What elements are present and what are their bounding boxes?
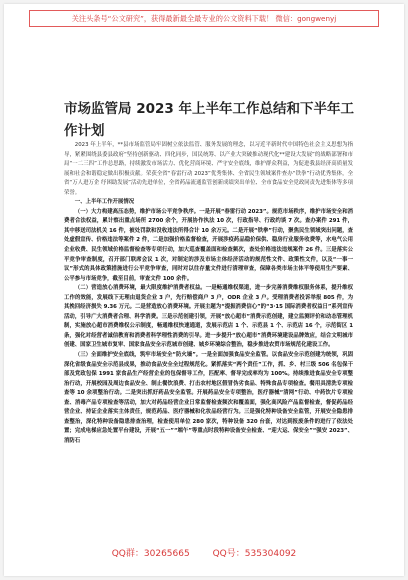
document-body <box>64 141 353 447</box>
paragraph-consumer-rights: （二）营造放心消费环境，最大限度维护消费者权益。一是畅通维权渠道，进一步完善消费维权服务体系，提升维权工作的效能，发展线下无理由退货企业 3 户，先行赔偿商户 3 户，ODR 企业 3 户。受理消费者投诉举报 805 件，为其挽回经济损失 9.36 万元。二是营造放心消费环境。开展主题为“提振消费信心”的“3·15 国际消费者权益日”系列宣传活动，引导广大消费者合理、科学消费。三是示范创建引领，开展“放心超市”消费示范创建，建立监测评价和动态管理机制，实施放心超市消费维权公示制度，畅通维权快速通道，发展示范店 1 个、示范县 1 个、示范店 16 个，示范街区 1 条，强化对经营者诚信教育和消费者科学理性消费的引导。进一步提升“放心超市”消费环境建设品牌效应，结合文明城市创建、国家卫生城市复审、国家食品安全示范城市创建、城乡环境综合整治，稳步推进农贸市场规范化建设工作。 <box>64 285 353 349</box>
intro-paragraph: 2023 年上半年，**县市场监管局牢固树立依法监管、服务发展的理念，以习近平新时代中国特色社会主义思想为指导，紧紧围绕县委县政府“坚持创新驱动、四化同步，国民统筹、以产业大突破推动现代化**建设大发展”的战略部署和市局“一二三四”工作总思路，持续激发市场活力、优化营商环境、严守安全底线，维护群众利益，为促进我县经济高质量发展和社会和谐稳定做出积极贡献。荣获全省“春雷行动 2023”优秀集体、全省民生领域案件查办“铁拳”行动优秀集体，全省“万人进万企 纾困助发展”活动先进单位，全省药品流通监管创新成绩突出单位、全市食品安全党政同责先进集体等多项荣誉。 <box>64 142 353 196</box>
qq-number-text: QQ号：535304092 <box>212 549 297 559</box>
document-title: 市场监管局 2023 年上半年工作总结和下半年工作计划 <box>64 101 354 139</box>
paragraph-safety-baseline: （三）全面维护安全底线，筑牢市场安全“防火墙”。一是全面加强食品安全监管。以食品安全示范创建为统领，巩固深化省级食品安全示范县成果，推动食品安全全过程规范化。紧抓落实“两个责任”工作，抓、乡、村三级 506 名包保干部及党政包保 1991 家食品生产经营企业的包保督导工作，匹配率、督导完成率均为 100%。持续推进食品安全专项整治行动，开展校园及周边食品安全、制止餐饮浪费、打击农村地区假冒伪劣食品、特殊食品专项检查。餐用具清洗专项检查等 10 余项整治行动。二是突出抓好药品安全监管。开展药品安全专项整治，医疗器械“清网”行动、中药饮片专项检查、消毒产品专项检查等活动，加大对药品经营企业日常监督检查频次和覆盖面，强化高风险产品监督检查，督促药品经营企业、持证企业落实主体责任，规范药品、医疗器械和化妆品经营行为。三是强化特种设备安全监管，开展安全隐患排查整治，深化特种设备隐患排查治理，检查使用单位 280 家次，特种设备 320 台套，对达到报废条件的进行了依法处置；完成电梯应急处置平台建设，开展“五一”“端午”等重点时段特种设备安全检查、“迎大运、保安全”“强安 2023”、消防石 <box>64 352 353 444</box>
promo-banner: 关注头条号“公文研究”，获得最新最全最专业的公文资料下载！ 微信：gongwenyj <box>29 10 379 27</box>
section-heading: 一、上半年工作开展情况 <box>74 199 135 206</box>
document-page <box>4 4 404 576</box>
contact-footer <box>4 546 404 559</box>
qq-group-text: QQ群：30265665 <box>111 549 190 559</box>
paragraph-market-order: （一）大力构建高压态势，维护市场公平竞争秩序。一是开展“春雷行动 2023”。规范市场秩序，维护市场安全和消费者合法权益，累计察出重点场所 2700 余个，开展协作执法 10 次，行政指导、行政约谈 7 次。查办案件 291 件，其中移送司法机关 16 件，被处罚款和没收违法所得合计 10 余万元。二是开展“铁拳”行动，聚焦民生领域突出问题，查处虚假宣传、价格违法等案件 2 件，二是加强价格监督检查，开展涉疫药品稳价保供、稳房行业服务收费等，水电气公用企业收费、民生领域价格监督检查等专项行动，加大巡查覆盖面和检查频次，查处价格违法违规案件 26 件。三是落实公平竞争审查制度，召开部门联席会议 1 次，对制定的涉及市场主体经济活动的规范性文件、政策性文件，以及“一事一议”形式的具体政策措施进行公平竞争审查，同时对以往存量文件进行清理审查，保障各类市场主体平等使用生产要素、公平参与市场竞争，截至目前，审查文件 100 余件。 <box>64 208 353 282</box>
